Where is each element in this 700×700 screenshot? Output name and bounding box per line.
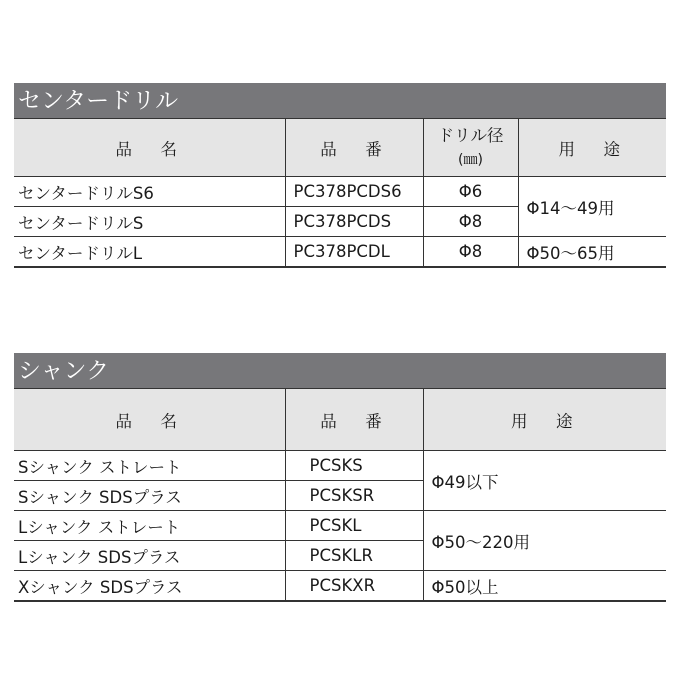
header-diameter (423, 119, 518, 177)
center-drill-section (14, 83, 666, 268)
product-name: Xシャンク SDSプラス (14, 571, 285, 602)
header-use: 用 途 (423, 389, 666, 451)
table-row (14, 177, 666, 207)
product-use: Φ50～65用 (518, 237, 666, 268)
header-use: 用 途 (518, 119, 666, 177)
product-use: Φ50～220用 (423, 511, 666, 571)
product-name: Lシャンク SDSプラス (14, 541, 285, 571)
product-name: センタードリルS6 (14, 177, 285, 207)
header-diameter-label: ドリル径 (437, 125, 504, 145)
product-code: PC378PCDL (285, 237, 423, 268)
product-name: Sシャンク SDSプラス (14, 481, 285, 511)
product-code: PCSKSR (285, 481, 423, 511)
center-drill-table (14, 118, 666, 268)
drill-diameter: Φ8 (423, 237, 518, 268)
shank-section (14, 353, 666, 602)
product-name: センタードリルL (14, 237, 285, 268)
product-code: PC378PCDS (285, 207, 423, 237)
product-code: PC378PCDS6 (285, 177, 423, 207)
drill-diameter: Φ6 (423, 177, 518, 207)
product-code: PCSKLR (285, 541, 423, 571)
product-code: PCSKXR (285, 571, 423, 602)
table-row (14, 571, 666, 602)
table-row (14, 451, 666, 481)
product-use: Φ49以下 (423, 451, 666, 511)
table-row (14, 237, 666, 268)
header-name: 品 名 (14, 119, 285, 177)
header-name: 品 名 (14, 389, 285, 451)
shank-title: シャンク (14, 353, 666, 388)
header-diameter-unit: (㎜) (458, 151, 483, 168)
header-code: 品 番 (285, 119, 423, 177)
product-use: Φ50以上 (423, 571, 666, 602)
product-use: Φ14～49用 (518, 177, 666, 237)
table-row (14, 511, 666, 541)
product-name: Lシャンク ストレート (14, 511, 285, 541)
drill-diameter: Φ8 (423, 207, 518, 237)
header-code: 品 番 (285, 389, 423, 451)
shank-table (14, 388, 666, 602)
product-name: センタードリルS (14, 207, 285, 237)
product-code: PCSKL (285, 511, 423, 541)
center-drill-title: センタードリル (14, 83, 666, 118)
product-code: PCSKS (285, 451, 423, 481)
product-name: Sシャンク ストレート (14, 451, 285, 481)
